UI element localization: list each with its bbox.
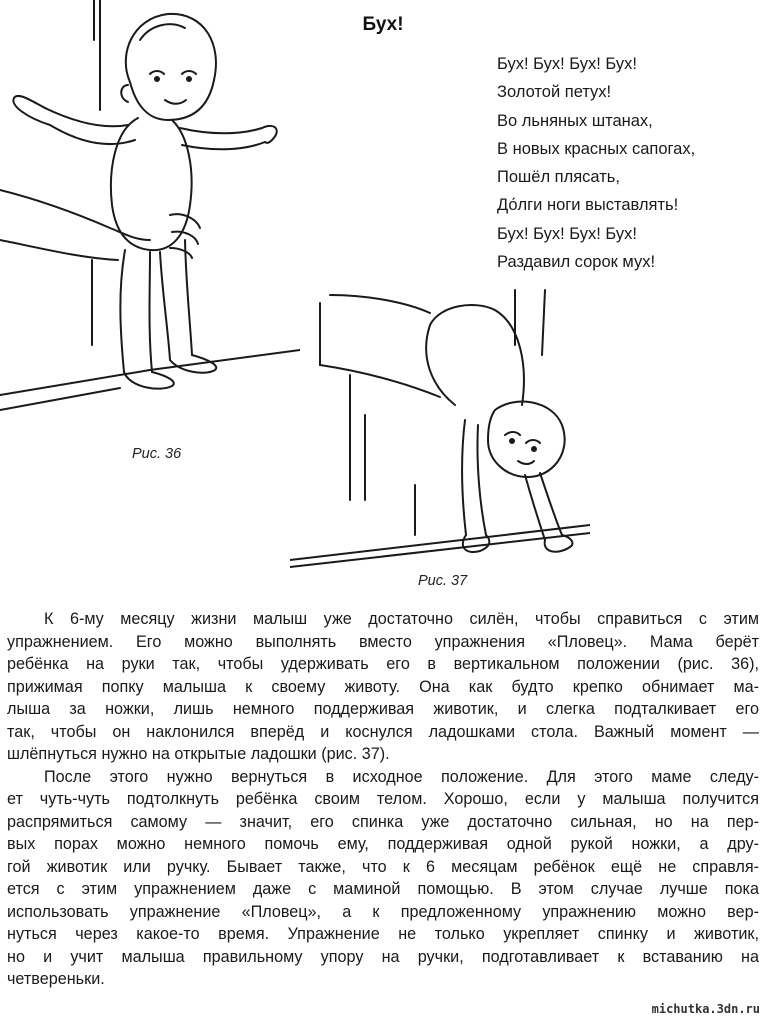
body-line: нуться через какое-то время. Упражнение не только укрепляет спинку и животик, [7,925,759,943]
body-line: ется с этим упражнением даже с маминой помощью. В этом случае лучше пока [7,880,759,898]
body-line: так, чтобы он наклонился вперёд и коснулся ладошками стола. Важный момент — [7,722,759,741]
body-line: шлёпнуться нужно на открытые ладошки (рис. 37). [7,745,390,763]
poem-line: Раздавил сорок мух! [497,253,656,272]
poem-line: До́лги ноги выставлять! [497,196,679,215]
poem-line: Пошёл плясать, [497,168,620,187]
body-line: ребёнка на руки так, чтобы удерживать его в вертикальном положении (рис. 36), [7,655,759,673]
body-line: прижимая попку малыша к своему животу. Она как будто крепко обнимает ма- [7,677,759,696]
body-line: использовать упражнение «Пловец», а к предложенному упражнению можно вер- [7,902,759,921]
poem-line: Бух! Бух! Бух! Бух! [497,55,637,73]
poem-line: Во льняных штанах, [497,111,653,130]
body-line: лыша за ножки, лишь немного поддерживая животик, и слегка подталкивает его [7,700,759,718]
poem [497,50,759,276]
poem-line: Бух! Бух! Бух! Бух! [497,224,637,243]
poem-line: В новых красных сапогах, [497,139,696,158]
body-line: К 6-му месяцу жизни малыш уже достаточно силён, чтобы справиться с этим [44,610,759,628]
figure-36-illustration [0,0,300,420]
body-line: распрямиться самому — значит, его спинка уже достаточно сильная, но на пер- [7,812,759,831]
page-title: Бух! [362,14,404,35]
body-line: ет чуть-чуть подтолкнуть ребёнка своим телом. Хорошо, если у малыша получится [7,790,759,808]
figure-37-caption: Рис. 37 [418,573,468,589]
body-line: гой животик или ручку. Бывает также, что к 6 месяцам ребёнок ещё не справля- [7,857,759,876]
body-line: но и учит малыша правильному упору на ручки, подготавливает к вставанию на [7,947,759,966]
article-body [7,608,759,991]
body-line: После этого нужно вернуться в исходное положение. Для этого маме следу- [44,767,759,786]
watermark: michutka.3dn.ru [651,1002,760,1016]
poem-line: Золотой петух! [497,83,612,102]
body-line: вых порах можно немного помочь ему, поддерживая одной рукой ножки, а дру- [7,835,759,853]
body-line: упражнением. Его можно выполнять вместо упражнения «Пловец». Мама берёт [7,632,759,651]
figure-36-caption: Рис. 36 [132,446,182,462]
figure-37-illustration [290,285,590,570]
body-line: четвереньки. [7,970,105,988]
